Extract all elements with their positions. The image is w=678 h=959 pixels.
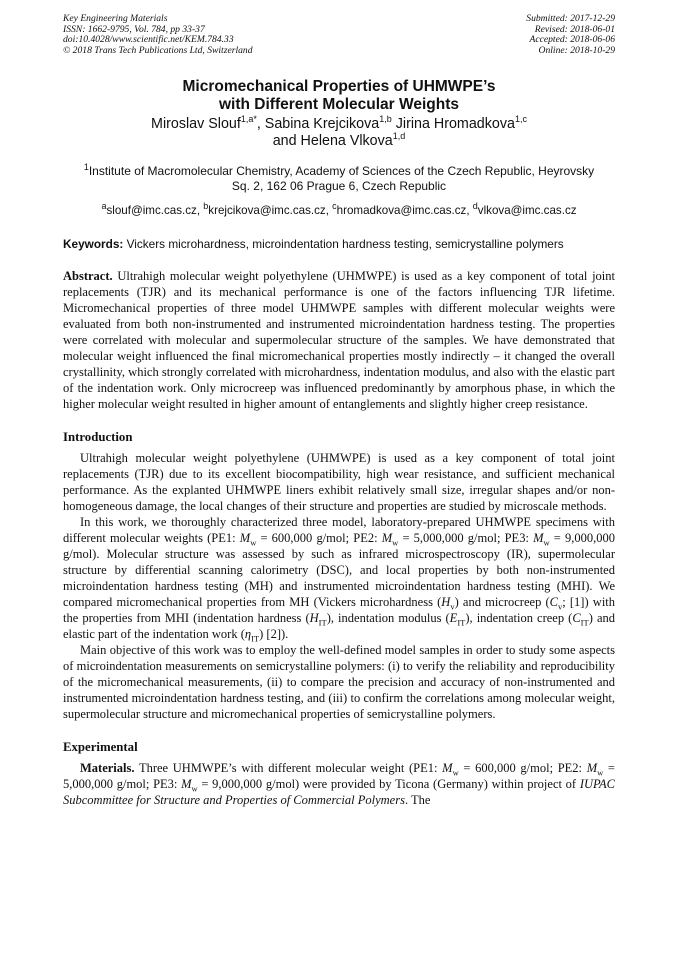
symbol-C: C	[572, 611, 581, 626]
text-run: ) [2]).	[259, 627, 289, 642]
keywords	[63, 237, 615, 251]
text-run: ), indentation creep (	[465, 611, 573, 626]
text-run: = 600,000 g/mol; PE2:	[458, 761, 587, 776]
subscript-IT: IT	[580, 617, 589, 628]
subscript-w: w	[543, 537, 550, 548]
author-name: Miroslav Slouf	[151, 116, 241, 133]
online-date: Online: 2018-10-29	[538, 44, 615, 56]
subscript-w: w	[392, 537, 399, 548]
email-mark: d	[472, 201, 478, 212]
symbol-M: M	[586, 761, 598, 776]
text-run: = 5,000,000 g/mol; PE3:	[63, 761, 615, 792]
author-affil-mark: 1,b	[379, 114, 392, 125]
title-line-2: with Different Molecular Weights	[219, 96, 459, 114]
symbol-H: H	[309, 611, 319, 626]
affiliation	[63, 164, 615, 194]
email-mark: c	[332, 201, 337, 212]
text-run: ) and microcreep (	[454, 595, 550, 610]
author-name: Helena Vlkova	[300, 133, 393, 150]
text-run: = 9,000,000 g/mol). Molecular structure was assessed by such as infrared microspectroscopy (IR), supermolecular structure by differential scanning calorimetry (DSC), and local properties by both non-instrumented microindentation hardness testing (MH) and instrumented microindentation hardness testing (MHI). We compared micromechanical properties from MH (Vickers microhardness (	[63, 531, 615, 610]
email-link[interactable]: vlkova@imc.cas.cz	[477, 204, 577, 218]
text-run: = 600,000 g/mol; PE2:	[256, 531, 382, 546]
introduction-heading: Introduction	[63, 430, 133, 445]
keywords-label: Keywords:	[63, 237, 124, 252]
journal-header	[63, 14, 615, 56]
paper-page	[63, 14, 615, 808]
text-run: In this work, we thoroughly characterized three model, laboratory-prepared UHMWPE specimens with different molecular weights (PE1:	[63, 515, 615, 546]
author-separator: ,	[256, 116, 265, 133]
subscript-IT: IT	[251, 633, 260, 644]
author-line-2	[63, 133, 615, 150]
copyright-line: © 2018 Trans Tech Publications Ltd, Switzerland	[63, 44, 253, 56]
subscript-w: w	[452, 767, 459, 778]
materials-label: Materials.	[80, 761, 135, 776]
symbol-M: M	[381, 531, 393, 546]
author-affil-mark: 1,c	[514, 114, 527, 125]
text-run: Three UHMWPE’s with different molecular weight (PE1:	[134, 761, 443, 776]
symbol-E: E	[449, 611, 458, 626]
symbol-M: M	[442, 761, 453, 776]
subscript-w: w	[597, 767, 604, 778]
email-link[interactable]: krejcikova@imc.cas.cz,	[208, 204, 333, 218]
author-emails	[63, 203, 615, 218]
author-line-1	[63, 116, 615, 133]
symbol-M: M	[239, 531, 251, 546]
keywords-text: Vickers microhardness, microindentation hardness testing, semicrystalline polymers	[123, 237, 564, 252]
symbol-M: M	[533, 531, 544, 546]
text-run: ) and elastic part of the indentation work (	[63, 611, 615, 642]
symbol-eta: η	[244, 627, 252, 642]
author-name: Sabina Krejcikova	[264, 116, 380, 133]
affiliation-mark: 1	[83, 162, 89, 173]
text-run: = 5,000,000 g/mol; PE3:	[398, 531, 534, 546]
paper-title	[63, 78, 615, 114]
symbol-C: C	[549, 595, 558, 610]
subscript-IT: IT	[457, 617, 466, 628]
accepted-date: Accepted: 2018-06-06	[529, 34, 615, 46]
author-affil-mark: 1,a*	[240, 114, 257, 125]
experimental-heading: Experimental	[63, 740, 138, 755]
email-link[interactable]: slouf@imc.cas.cz,	[106, 204, 204, 218]
doi-line: doi:10.4028/www.scientific.net/KEM.784.33	[63, 34, 234, 46]
subscript-IT: IT	[318, 617, 327, 628]
intro-paragraph-2	[63, 514, 615, 642]
email-link[interactable]: hromadkova@imc.cas.cz,	[336, 204, 473, 218]
abstract-label: Abstract.	[63, 269, 113, 284]
intro-paragraph-3: Main objective of this work was to employ the well-defined model samples in order to study some aspects of microindentation measurements on semicrystalline polymers: (i) to verify the reliability and reproducibility of the micromechanical measurements, (ii) to compare the precision and accuracy of non-instrumented and instrumented microindentation hardness testing, and (iii) to confirm the correlations among molecular weight, supermolecular structure and micromechanical properties of semicrystalline polymers.	[63, 643, 615, 722]
journal-info	[63, 14, 253, 56]
submitted-date: Submitted: 2017-12-29	[526, 13, 615, 24]
materials-paragraph	[63, 760, 615, 808]
text-run: ), indentation modulus (	[326, 611, 450, 626]
symbol-M: M	[181, 777, 192, 792]
abstract	[63, 268, 615, 412]
subscript-w: w	[191, 783, 198, 794]
intro-paragraph-1: Ultrahigh molecular weight polyethylene (UHMWPE) is used as a key component of total joint replacements (TJR) due to its excellent biocompatibility, high wear resistance, and sufficient mechanical performance. As the explanted UHMWPE liners exhibit relatively small size, irregular shapes and/or non-homogeneous damage, the local changes of their structure and properties are studied by microscale methods.	[63, 451, 615, 514]
symbol-H: H	[441, 595, 451, 610]
affiliation-line-2: Sq. 2, 162 06 Prague 6, Czech Republic	[231, 179, 447, 194]
affiliation-line-1	[63, 164, 615, 179]
text-run: ; [1]) with the properties from MHI (indentation hardness (	[63, 595, 616, 626]
email-mark: a	[101, 201, 107, 212]
abstract-text: Ultrahigh molecular weight polyethylene (UHMWPE) is used as a key component of total joint replacements (TJR) and its mechanical performance is one of the factors influencing TJR lifetime. Micromechanical properties of three model UHMWPE samples with different molecular weights were evaluated from both non-instrumented and instrumented microindentation hardness testing. The properties were correlated with molecular and supermolecular structure of the samples. We have demonstrated that molecular weight influenced the final micromechanical properties mostly indirectly – it changed the overall crystallinity, which strongly correlated with microhardness, indentation modulus, and also with the elastic part of the indentation work. Only microcreep was influenced predominantly by amorphous phase, in which the higher molecular weight resulted in higher amount of entanglements and slightly higher creep resistance.	[63, 269, 615, 412]
submission-dates	[526, 14, 615, 56]
subscript-v: v	[450, 601, 455, 612]
email-mark: b	[203, 201, 209, 212]
affiliation-text: Institute of Macromolecular Chemistry, Academy of Sciences of the Czech Republic, Heyrovsky	[88, 164, 595, 179]
subscript-w: w	[250, 537, 257, 548]
revised-date: Revised: 2018-06-01	[534, 23, 615, 35]
text-run: = 9,000,000 g/mol) were provided by Ticona (Germany) within project of	[197, 777, 580, 792]
journal-name: Key Engineering Materials	[63, 13, 168, 24]
author-conjunction: and	[272, 133, 301, 150]
title-line-1: Micromechanical Properties of UHMWPE’s	[182, 78, 496, 96]
author-affil-mark: 1,d	[392, 131, 406, 142]
author-name: Jirina Hromadkova	[395, 116, 515, 133]
text-run: . The	[404, 793, 431, 808]
issn-line: ISSN: 1662-9795, Vol. 784, pp 33-37	[63, 23, 205, 35]
project-name: IUPAC Subcommittee for Structure and Properties of Commercial Polymers	[63, 777, 615, 808]
subscript-v: v	[558, 601, 563, 612]
author-list	[63, 116, 615, 150]
